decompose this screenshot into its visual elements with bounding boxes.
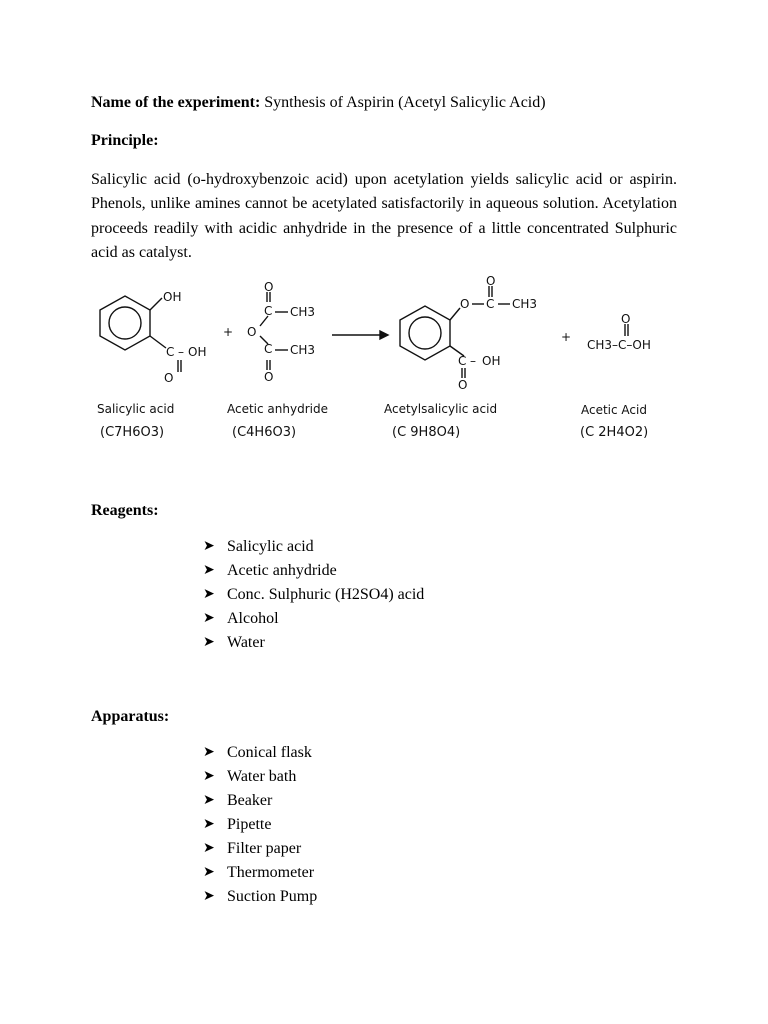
compound-name-aspirin: Acetylsalicylic acid: [384, 402, 498, 416]
list-item: ➤ Suction Pump: [203, 885, 317, 909]
aromatic-circle-aspirin: [409, 317, 441, 349]
salicylic-cooh-dash: –: [178, 345, 184, 359]
list-item: ➤ Pipette: [203, 813, 317, 837]
formula-salicylic: (C7H6O3): [100, 425, 165, 440]
benzene-ring-aspirin: [400, 306, 450, 360]
aromatic-circle-salicylic: [109, 307, 141, 339]
plus-sign-2: +: [561, 330, 572, 344]
plus-sign-1: +: [223, 325, 234, 339]
acetic-acid-line: CH3–C–OH: [587, 338, 651, 352]
arrow-bullet-icon: ➤: [203, 793, 215, 808]
list-item: ➤ Alcohol: [203, 607, 424, 631]
benzene-ring-salicylic: [100, 296, 150, 350]
experiment-title-line: [91, 94, 546, 112]
aspirin-methyl: CH3: [512, 297, 538, 311]
aspirin-cooh-oh: OH: [482, 354, 501, 368]
anhydride-bottom-carbon: C: [264, 342, 273, 356]
principle-heading: Principle:: [91, 132, 159, 149]
reagents-heading: Reagents:: [91, 502, 159, 519]
compound-name-salicylic: Salicylic acid: [97, 402, 175, 416]
formula-aspirin: (C 9H8O4): [392, 425, 461, 440]
list-item: ➤ Conical flask: [203, 741, 317, 765]
aspirin-acetyl-oxygen: O: [486, 274, 496, 288]
compound-name-acetic-acid: Acetic Acid: [581, 403, 647, 417]
arrow-bullet-icon: ➤: [203, 539, 215, 554]
reagents-list: [203, 535, 424, 655]
arrow-bullet-icon: ➤: [203, 841, 215, 856]
arrow-bullet-icon: ➤: [203, 611, 215, 626]
list-item: ➤ Salicylic acid: [203, 535, 424, 559]
list-item: ➤ Beaker: [203, 789, 317, 813]
salicylic-cooh-oh: OH: [188, 345, 207, 359]
list-item: ➤ Water bath: [203, 765, 317, 789]
aspirin-cooh-dash: –: [470, 354, 476, 368]
salicylic-carbon: C: [166, 345, 175, 359]
aspirin-acetyl-carbon: C: [486, 297, 495, 311]
list-item: ➤ Water: [203, 631, 424, 655]
list-item: ➤ Filter paper: [203, 837, 317, 861]
list-item: ➤ Conc. Sulphuric (H2SO4) acid: [203, 583, 424, 607]
salicylic-oh-group: OH: [163, 290, 182, 304]
apparatus-heading: Apparatus:: [91, 708, 170, 725]
arrow-bullet-icon: ➤: [203, 563, 215, 578]
acetic-acid-oxygen: O: [621, 312, 631, 326]
principle-text: Salicylic acid (o-hydroxybenzoic acid) upon acetylation yields salicylic acid or aspirin. Phenols, unlike amines cannot be acetylated satisfactorily in aqueous solution. Acetylation proceeds readily with acidic anhydride in the presence of a little concentrated Sulphuric acid as catalyst.: [91, 171, 677, 261]
anhydride-top-methyl: CH3: [290, 305, 316, 319]
experiment-name: Synthesis of Aspirin (Acetyl Salicylic Acid): [264, 94, 546, 111]
experiment-label: Name of the experiment:: [91, 94, 261, 111]
arrow-bullet-icon: ➤: [203, 769, 215, 784]
list-item: ➤ Thermometer: [203, 861, 317, 885]
arrow-bullet-icon: ➤: [203, 817, 215, 832]
formula-anhydride: (C4H6O3): [232, 425, 297, 440]
anhydride-top-carbon: C: [264, 304, 273, 318]
compound-name-anhydride: Acetic anhydride: [227, 402, 328, 416]
arrow-bullet-icon: ➤: [203, 865, 215, 880]
anhydride-top-oxygen: O: [264, 280, 274, 294]
arrow-bullet-icon: ➤: [203, 587, 215, 602]
anhydride-bottom-oxygen: O: [264, 370, 274, 384]
formula-acetic-acid: (C 2H4O2): [580, 425, 649, 440]
anhydride-bridge-oxygen: O: [247, 325, 257, 339]
salicylic-carbonyl-oxygen: O: [164, 371, 174, 385]
aspirin-carboxyl-carbon: C: [458, 354, 467, 368]
aspirin-ester-oxygen: O: [460, 297, 470, 311]
apparatus-list: [203, 741, 317, 909]
aspirin-carbonyl-oxygen: O: [458, 378, 468, 392]
arrow-bullet-icon: ➤: [203, 635, 215, 650]
arrow-bullet-icon: ➤: [203, 745, 215, 760]
list-item: ➤ Acetic anhydride: [203, 559, 424, 583]
anhydride-bottom-methyl: CH3: [290, 343, 316, 357]
arrow-bullet-icon: ➤: [203, 889, 215, 904]
